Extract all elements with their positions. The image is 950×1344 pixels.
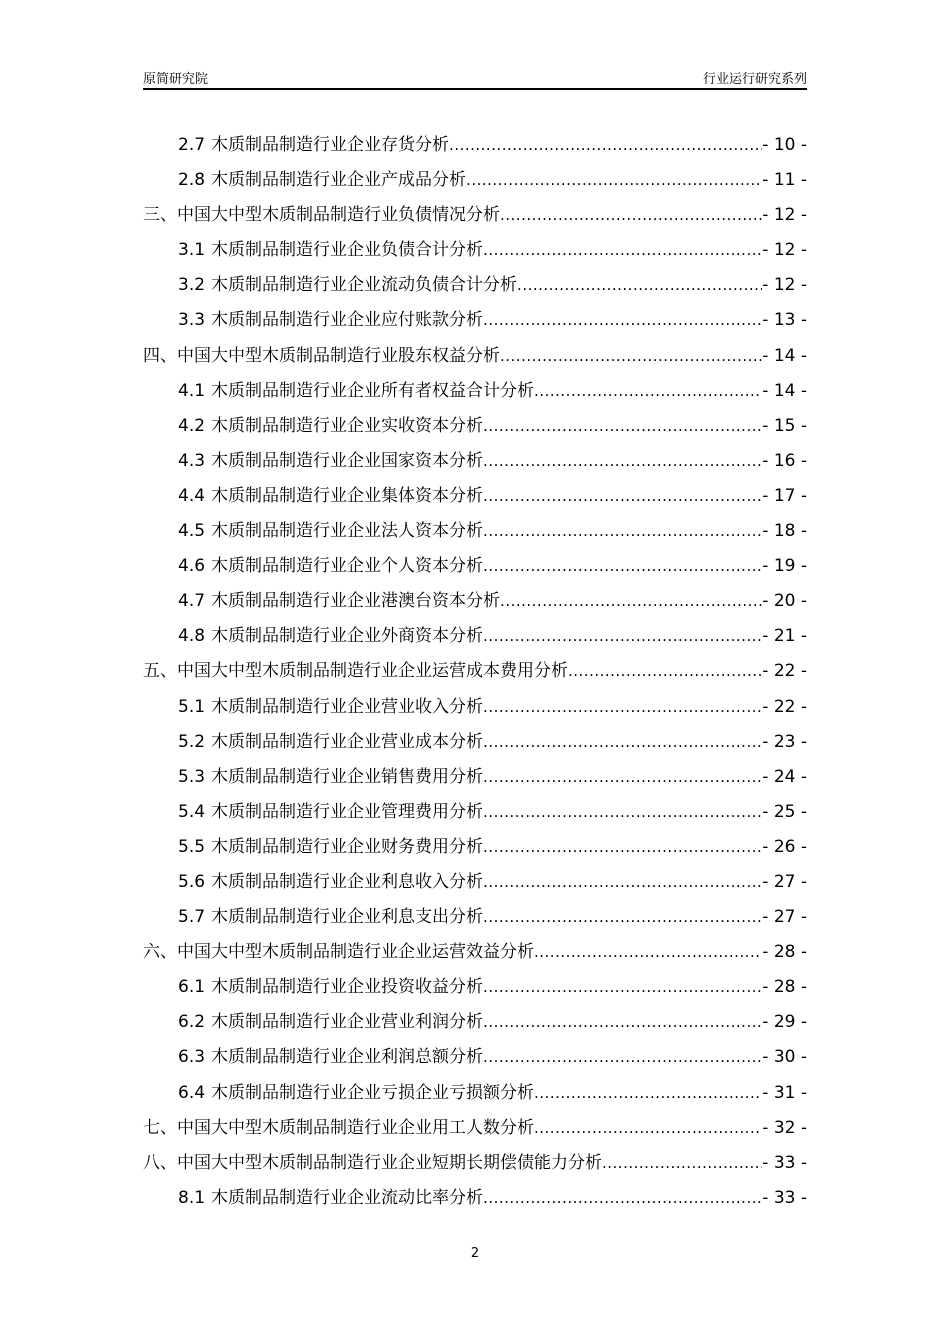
dot-leader (483, 409, 762, 444)
toc-entry-page: - 24 - (762, 766, 807, 787)
toc-entry-page: - 11 - (762, 170, 807, 191)
toc-entry[interactable] (143, 760, 807, 795)
toc-entry-title: 木质制品制造行业企业产成品分析 (211, 170, 467, 191)
toc-entry[interactable] (143, 584, 807, 619)
toc-entry-number: 6.4 (178, 1082, 206, 1103)
toc-entry-number: 4.8 (178, 626, 206, 647)
toc-entry[interactable] (143, 900, 807, 935)
toc-entry-number: 6.3 (178, 1047, 206, 1068)
toc-entry-number: 4.5 (178, 521, 206, 542)
dot-leader (483, 795, 762, 830)
toc-entry[interactable] (143, 479, 807, 514)
toc-entry-number: 5.2 (178, 731, 206, 752)
toc-entry-number: 6.2 (178, 1012, 206, 1033)
toc-entry[interactable] (143, 163, 807, 198)
dot-leader (483, 690, 762, 725)
toc-entry-number: 4.6 (178, 556, 206, 577)
toc-entry-page: - 12 - (762, 240, 807, 261)
toc-entry-page: - 27 - (762, 871, 807, 892)
toc-entry-number: 5.6 (178, 871, 206, 892)
toc-entry-page: - 33 - (762, 1152, 807, 1173)
toc-entry-title: 木质制品制造行业企业实收资本分析 (211, 415, 484, 436)
toc-entry[interactable] (143, 1005, 807, 1040)
dot-leader (483, 760, 762, 795)
toc-entry[interactable] (143, 865, 807, 900)
dot-leader (602, 1146, 762, 1181)
dot-leader (483, 619, 762, 654)
toc-entry[interactable] (143, 654, 807, 689)
toc-entry-title: 木质制品制造行业企业法人资本分析 (211, 521, 484, 542)
dot-leader (483, 865, 762, 900)
page-number: 2 (470, 1246, 480, 1261)
toc-entry-title: 木质制品制造行业企业销售费用分析 (211, 766, 484, 787)
toc-entry[interactable] (143, 514, 807, 549)
table-of-contents (143, 128, 807, 1216)
header-publisher: 原简研究院 (143, 72, 209, 87)
toc-entry-number: 2.7 (178, 135, 206, 155)
toc-entry[interactable] (143, 339, 807, 374)
toc-entry-title: 木质制品制造行业企业外商资本分析 (211, 626, 484, 647)
dot-leader (449, 128, 762, 163)
toc-entry-number: 5.5 (178, 836, 206, 857)
toc-entry-page: - 25 - (762, 801, 807, 822)
toc-entry-title: 木质制品制造行业企业应付账款分析 (211, 310, 484, 331)
toc-entry-number: 4.1 (178, 380, 206, 401)
toc-entry-page: - 18 - (762, 521, 807, 542)
toc-entry-title: 木质制品制造行业企业港澳台资本分析 (211, 591, 501, 612)
toc-entry-number: 8.1 (178, 1187, 206, 1208)
toc-entry[interactable] (143, 268, 807, 303)
toc-entry-title: 木质制品制造行业企业利息收入分析 (211, 871, 484, 892)
dot-leader (517, 268, 762, 303)
toc-entry-page: - 12 - (762, 205, 807, 226)
toc-entry-title: 木质制品制造行业企业财务费用分析 (211, 836, 484, 857)
toc-entry-page: - 28 - (762, 942, 807, 963)
toc-entry-page: - 16 - (762, 450, 807, 471)
toc-entry-page: - 17 - (762, 485, 807, 506)
dot-leader (534, 1076, 762, 1111)
toc-entry-page: - 19 - (762, 556, 807, 577)
dot-leader (466, 163, 762, 198)
toc-entry-number: 4.3 (178, 450, 206, 471)
toc-entry[interactable] (143, 970, 807, 1005)
dot-leader (483, 549, 762, 584)
toc-entry[interactable] (143, 619, 807, 654)
toc-entry-page: - 14 - (762, 345, 807, 366)
toc-entry-number: 2.8 (178, 170, 206, 191)
dot-leader (483, 970, 762, 1005)
toc-entry-title: 木质制品制造行业企业个人资本分析 (211, 556, 484, 577)
toc-entry[interactable] (143, 1076, 807, 1111)
toc-entry-number: 5.1 (178, 696, 206, 717)
dot-leader (500, 198, 762, 233)
toc-entry-title: 木质制品制造行业企业集体资本分析 (211, 485, 484, 506)
toc-entry[interactable] (143, 1181, 807, 1216)
toc-entry-page: - 32 - (762, 1117, 807, 1138)
toc-entry-page: - 14 - (762, 380, 807, 401)
toc-entry-page: - 33 - (762, 1187, 807, 1208)
dot-leader (534, 1111, 762, 1146)
toc-entry-number: 5.7 (178, 907, 206, 928)
toc-entry-number: 6.1 (178, 977, 206, 998)
toc-entry-page: - 15 - (762, 415, 807, 436)
toc-entry-page: - 23 - (762, 731, 807, 752)
toc-entry-page: - 13 - (762, 310, 807, 331)
toc-entry-number: 5.4 (178, 801, 206, 822)
toc-entry-title: 木质制品制造行业企业流动比率分析 (211, 1187, 484, 1208)
toc-entry-page: - 29 - (762, 1012, 807, 1033)
dot-leader (483, 900, 762, 935)
toc-entry-page: - 21 - (762, 626, 807, 647)
toc-entry[interactable] (143, 409, 807, 444)
dot-leader (483, 444, 762, 479)
toc-entry[interactable] (143, 198, 807, 233)
toc-entry-page: - 30 - (762, 1047, 807, 1068)
toc-entry-title: 三、中国大中型木质制品制造行业负债情况分析 (143, 205, 500, 226)
toc-entry-title: 木质制品制造行业企业营业利润分析 (211, 1012, 484, 1033)
toc-entry[interactable] (143, 549, 807, 584)
toc-entry-title: 四、中国大中型木质制品制造行业股东权益分析 (143, 345, 500, 366)
toc-entry-title: 木质制品制造行业企业营业收入分析 (211, 696, 484, 717)
toc-entry-number: 5.3 (178, 766, 206, 787)
dot-leader (483, 830, 762, 865)
toc-entry-page: - 10 - (762, 135, 807, 155)
dot-leader (534, 935, 762, 970)
dot-leader (483, 479, 762, 514)
toc-entry[interactable] (143, 795, 807, 830)
dot-leader (483, 303, 762, 338)
toc-entry[interactable] (143, 690, 807, 725)
dot-leader (534, 374, 762, 409)
dot-leader (483, 233, 762, 268)
toc-entry-title: 六、中国大中型木质制品制造行业企业运营效益分析 (143, 942, 534, 963)
toc-entry-number: 4.2 (178, 415, 206, 436)
toc-entry-title: 五、中国大中型木质制品制造行业企业运营成本费用分析 (143, 661, 568, 682)
toc-entry[interactable] (143, 233, 807, 268)
toc-entry-number: 4.4 (178, 485, 206, 506)
toc-entry-title: 木质制品制造行业企业投资收益分析 (211, 977, 484, 998)
toc-entry-page: - 12 - (762, 275, 807, 296)
toc-entry[interactable] (143, 444, 807, 479)
dot-leader (500, 584, 762, 619)
toc-entry-page: - 26 - (762, 836, 807, 857)
toc-entry-title: 七、中国大中型木质制品制造行业企业用工人数分析 (143, 1117, 534, 1138)
toc-entry[interactable] (143, 935, 807, 970)
toc-entry-number: 3.3 (178, 310, 206, 331)
toc-entry-number: 3.1 (178, 240, 206, 261)
toc-entry-number: 4.7 (178, 591, 206, 612)
toc-entry-title: 木质制品制造行业企业管理费用分析 (211, 801, 484, 822)
toc-entry-page: - 22 - (762, 661, 807, 682)
toc-entry-page: - 31 - (762, 1082, 807, 1103)
toc-entry[interactable] (143, 1146, 807, 1181)
dot-leader (568, 654, 762, 689)
toc-entry-page: - 28 - (762, 977, 807, 998)
page-header (143, 66, 807, 90)
toc-entry-title: 八、中国大中型木质制品制造行业企业短期长期偿债能力分析 (143, 1152, 602, 1173)
dot-leader (500, 339, 762, 374)
toc-entry-page: - 22 - (762, 696, 807, 717)
toc-entry[interactable] (143, 303, 807, 338)
toc-entry-title: 木质制品制造行业企业国家资本分析 (211, 450, 484, 471)
toc-entry[interactable] (143, 1111, 807, 1146)
dot-leader (483, 514, 762, 549)
toc-entry[interactable] (143, 374, 807, 409)
dot-leader (483, 1181, 762, 1216)
toc-entry-page: - 20 - (762, 591, 807, 612)
dot-leader (483, 1005, 762, 1040)
dot-leader (483, 725, 762, 760)
toc-entry-title: 木质制品制造行业企业亏损企业亏损额分析 (211, 1082, 535, 1103)
toc-entry-title: 木质制品制造行业企业存货分析 (211, 135, 450, 155)
toc-entry[interactable] (143, 725, 807, 760)
toc-entry[interactable] (143, 128, 807, 163)
toc-entry[interactable] (143, 1040, 807, 1075)
toc-entry-title: 木质制品制造行业企业利息支出分析 (211, 907, 484, 928)
toc-entry-title: 木质制品制造行业企业所有者权益合计分析 (211, 380, 535, 401)
toc-entry-number: 3.2 (178, 275, 206, 296)
toc-entry-title: 木质制品制造行业企业利润总额分析 (211, 1047, 484, 1068)
toc-entry[interactable] (143, 830, 807, 865)
header-series: 行业运行研究系列 (702, 72, 807, 87)
dot-leader (483, 1040, 762, 1075)
toc-entry-title: 木质制品制造行业企业流动负债合计分析 (211, 275, 518, 296)
toc-entry-title: 木质制品制造行业企业负债合计分析 (211, 240, 484, 261)
toc-entry-page: - 27 - (762, 907, 807, 928)
toc-entry-title: 木质制品制造行业企业营业成本分析 (211, 731, 484, 752)
